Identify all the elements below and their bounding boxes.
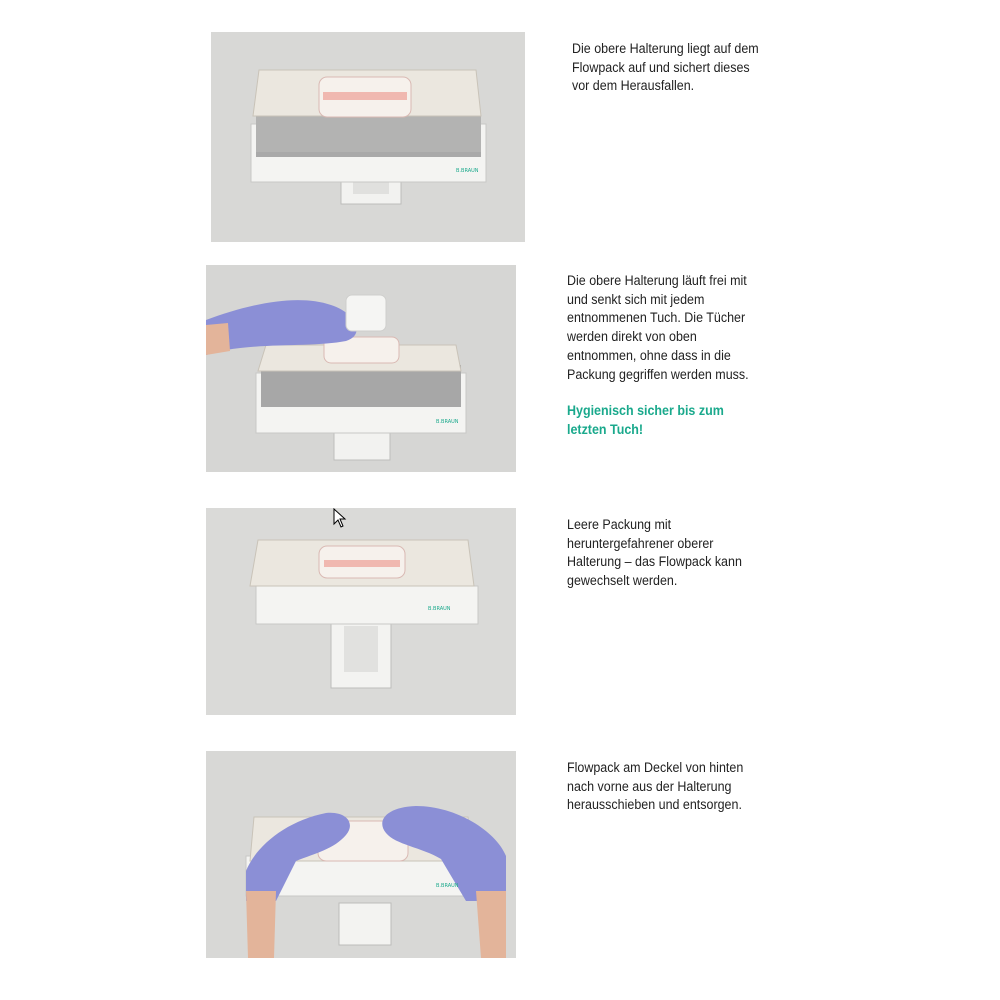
svg-text:B.BRAUN: B.BRAUN: [436, 883, 459, 889]
step-3-line: Leere Packung mit: [567, 517, 672, 533]
step-3-line: gewechselt werden.: [567, 573, 678, 590]
photo-dispenser-top-holder: [211, 32, 525, 242]
photo-empty-pack: [206, 508, 516, 715]
step-1-line: Die obere Halterung liegt auf dem: [572, 41, 759, 57]
step-2-line: Packung gegriffen werden muss.: [567, 366, 749, 383]
photo-hand-taking-wipe: [206, 265, 516, 472]
step-2-description: [567, 272, 796, 440]
step-2-line: entnommen, ohne dass in die: [567, 347, 731, 364]
mouse-pointer-icon: [333, 508, 347, 528]
step-2-highlight: letzten Tuch!: [567, 421, 644, 438]
step-4-line: Flowpack am Deckel von hinten: [567, 760, 744, 776]
step-4-description: [567, 759, 796, 815]
step-3-description: [567, 516, 796, 591]
photo-hands-removing-flowpack: [206, 751, 516, 958]
step-4-line: nach vorne aus der Halterung: [567, 778, 732, 795]
step-2-line: entnommenen Tuch. Die Tücher: [567, 310, 746, 327]
step-2-highlight: Hygienisch sicher bis zum: [567, 403, 724, 420]
step-2-line: Die obere Halterung läuft frei mit: [567, 273, 747, 289]
svg-text:B.BRAUN: B.BRAUN: [456, 168, 479, 174]
svg-text:B.BRAUN: B.BRAUN: [436, 419, 459, 425]
step-2-line: werden direkt von oben: [567, 329, 697, 346]
svg-text:B.BRAUN: B.BRAUN: [428, 606, 451, 612]
step-1-description: [572, 40, 801, 96]
step-1-line: Flowpack auf und sichert dieses: [572, 59, 750, 76]
step-3-line: Halterung – das Flowpack kann: [567, 554, 742, 571]
step-4-line: herausschieben und entsorgen.: [567, 797, 742, 814]
step-2-line: und senkt sich mit jedem: [567, 291, 705, 308]
step-3-line: heruntergefahrener oberer: [567, 535, 714, 552]
step-1-line: vor dem Herausfallen.: [572, 78, 695, 95]
